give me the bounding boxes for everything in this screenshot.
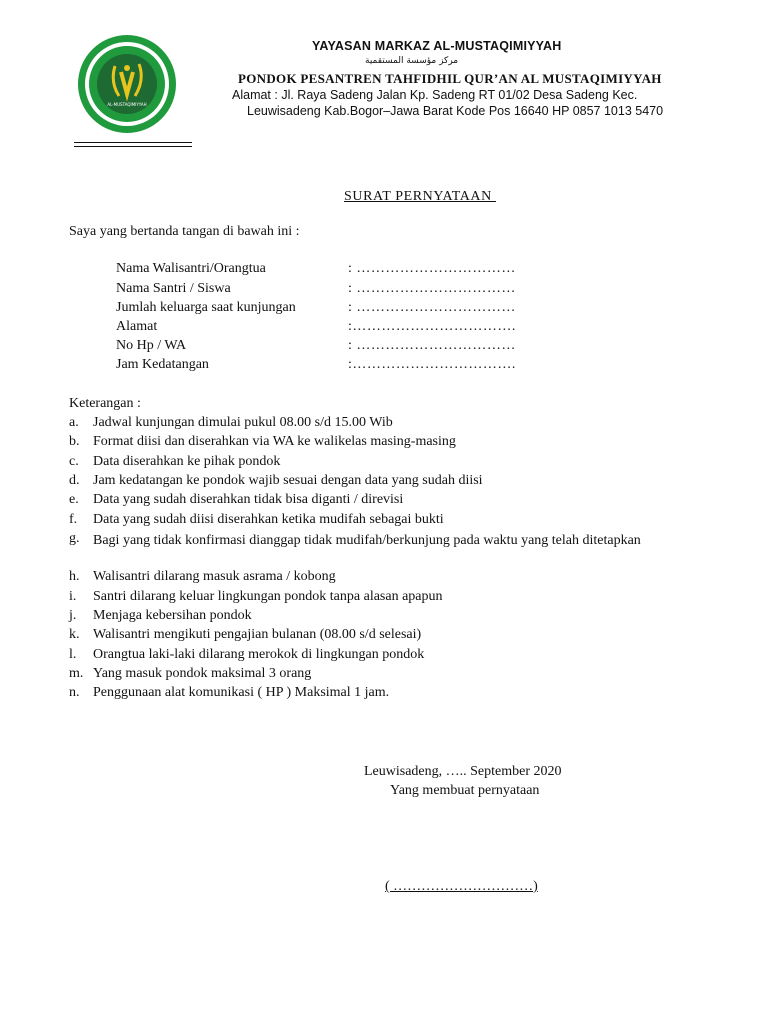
signature-name-blank: ( …………………………)	[385, 879, 538, 894]
field-blank-jumlah-keluarga: : ……………………………	[348, 300, 516, 315]
field-label-alamat: Alamat	[116, 319, 158, 334]
list-item-letter: k.	[69, 627, 80, 642]
keterangan-heading: Keterangan :	[69, 396, 141, 411]
field-label-jam-kedatangan: Jam Kedatangan	[116, 357, 209, 372]
arabic-name: مركز مؤسسة المستقمية	[365, 56, 459, 66]
document-title: SURAT PERNYATAAN	[344, 189, 496, 204]
yayasan-logo	[75, 34, 179, 134]
list-item: Walisantri mengikuti pengajian bulanan (08.00 s/d selesai)	[93, 627, 422, 642]
list-item: Penggunaan alat komunikasi ( HP ) Maksimal 1 jam.	[93, 685, 390, 700]
list-item: Data yang sudah diserahkan tidak bisa diganti / direvisi	[93, 492, 404, 507]
list-item: Orangtua laki-laki dilarang merokok di lingkungan pondok	[93, 647, 425, 662]
header-rule-bottom	[74, 146, 192, 147]
list-item-letter: a.	[69, 415, 79, 430]
list-item: Santri dilarang keluar lingkungan pondok tanpa alasan apapun	[93, 589, 443, 604]
field-blank-jam-kedatangan: :…………………………….	[348, 357, 516, 372]
list-item-letter: g.	[69, 531, 80, 546]
logo-text: AL-MUSTAQIMIYYAH	[107, 102, 147, 107]
list-item-letter: e.	[69, 492, 79, 507]
list-item-letter: m.	[69, 666, 84, 681]
list-item-letter: h.	[69, 569, 80, 584]
list-item-letter: f.	[69, 512, 78, 527]
list-item: Jadwal kunjungan dimulai pukul 08.00 s/d 15.00 Wib	[93, 415, 393, 430]
field-label-no-hp: No Hp / WA	[116, 338, 187, 353]
list-item: Walisantri dilarang masuk asrama / kobong	[93, 569, 336, 584]
list-item: Data yang sudah diisi diserahkan ketika mudifah sebagai bukti	[93, 512, 444, 527]
list-item-letter: c.	[69, 454, 79, 469]
pondok-name: PONDOK PESANTREN TAHFIDHIL QUR’AN AL MUSTAQIMIYYAH	[238, 71, 662, 86]
list-item: Bagi yang tidak konfirmasi dianggap tidak mudifah/berkunjung pada waktu yang telah ditetapkan	[93, 533, 641, 548]
list-item-letter: b.	[69, 434, 80, 449]
list-item-letter: d.	[69, 473, 80, 488]
place-date: Leuwisadeng, ….. September 2020	[364, 764, 562, 779]
header-rule-top	[74, 142, 192, 143]
field-label-walisantri: Nama Walisantri/Orangtua	[116, 261, 266, 276]
list-item: Format diisi dan diserahkan via WA ke walikelas masing-masing	[93, 434, 456, 449]
list-item: Jam kedatangan ke pondok wajib sesuai dengan data yang sudah diisi	[93, 473, 483, 488]
field-label-santri: Nama Santri / Siswa	[116, 281, 231, 296]
list-item-letter: j.	[69, 608, 77, 623]
intro-text: Saya yang bertanda tangan di bawah ini :	[69, 224, 300, 239]
list-item-letter: l.	[69, 647, 77, 662]
list-item-letter: i.	[69, 589, 77, 604]
field-label-jumlah-keluarga: Jumlah keluarga saat kunjungan	[116, 300, 296, 315]
list-item: Menjaga kebersihan pondok	[93, 608, 252, 623]
address-line-1: Alamat : Jl. Raya Sadeng Jalan Kp. Sadeng RT 01/02 Desa Sadeng Kec.	[232, 88, 638, 102]
field-blank-santri: : ……………………………	[348, 281, 516, 296]
list-item: Yang masuk pondok maksimal 3 orang	[93, 666, 312, 681]
signer-role: Yang membuat pernyataan	[390, 783, 540, 798]
field-blank-alamat: :…………………………….	[348, 319, 516, 334]
list-item-letter: n.	[69, 685, 80, 700]
field-blank-walisantri: : ……………………………	[348, 261, 516, 276]
yayasan-name: YAYASAN MARKAZ AL-MUSTAQIMIYYAH	[312, 39, 562, 53]
list-item: Data diserahkan ke pihak pondok	[93, 454, 281, 469]
address-line-2: Leuwisadeng Kab.Bogor–Jawa Barat Kode Pos 16640 HP 0857 1013 5470	[247, 104, 664, 118]
field-blank-no-hp: : ……………………………	[348, 338, 516, 353]
